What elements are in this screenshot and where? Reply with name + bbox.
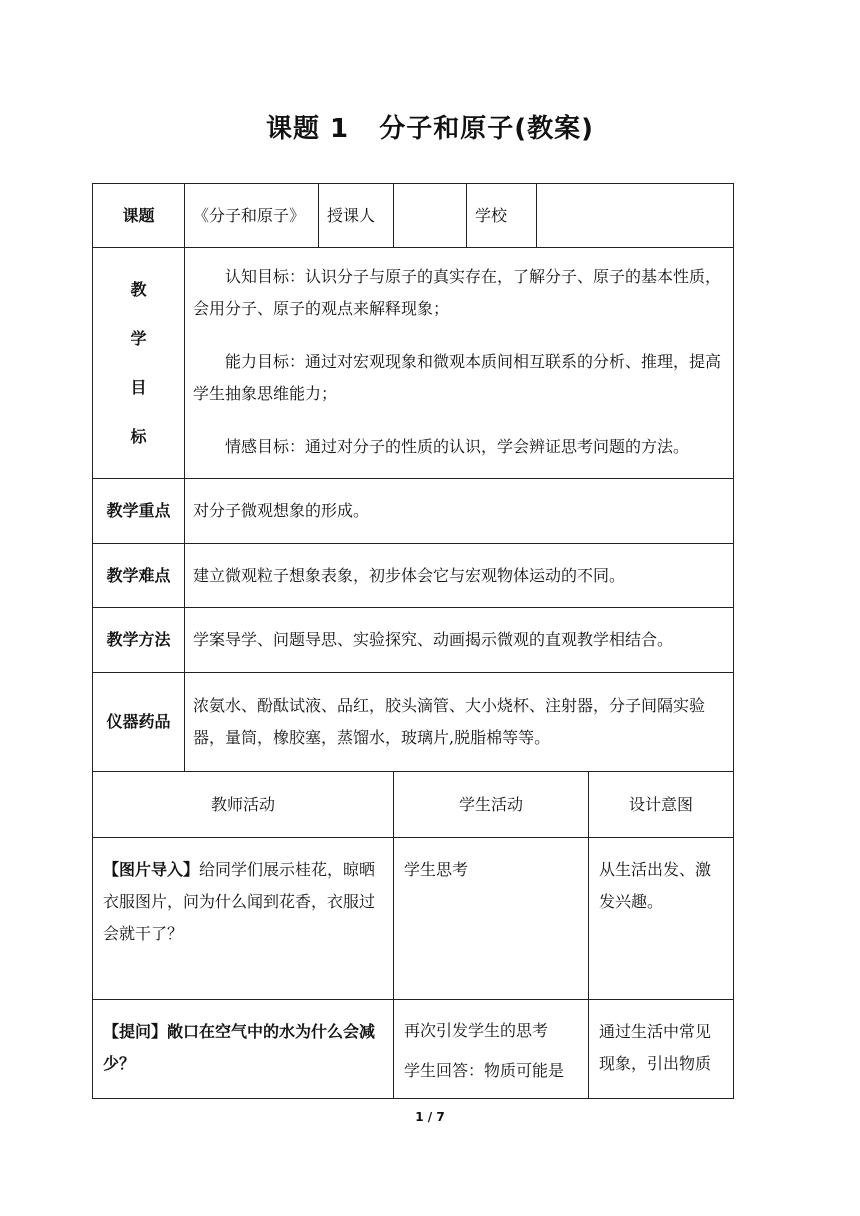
- student-activity-cell: [394, 1000, 589, 1099]
- topic-value: 《分子和原子》: [185, 184, 319, 248]
- difficulty-text: 建立微观粒子想象表象，初步体会它与宏观物体运动的不同。: [185, 544, 734, 608]
- teacher-label: 授课人: [319, 184, 394, 248]
- equipment-label: 仪器药品: [93, 673, 185, 772]
- design-intent-cell: 通过生活中常见现象，引出物质: [589, 1000, 734, 1099]
- method-text: 学案导学、问题导思、实验探究、动画揭示微观的直观教学相结合。: [185, 608, 734, 673]
- difficulty-label: 教学难点: [93, 544, 185, 608]
- student-activity-cell: 学生思考: [394, 838, 589, 1000]
- table-row: [93, 1000, 734, 1099]
- cognitive-objective: 认知目标：认识分子与原子的真实存在，了解分子、原子的基本性质，会用分子、原子的观点来解释现象；: [193, 267, 722, 318]
- teacher-activity-text: 给同学们展示桂花，晾晒衣服图片，问为什么闻到花香，衣服过会就干了？: [103, 860, 376, 943]
- objectives-label-char: 标: [130, 427, 147, 446]
- teacher-activity-cell: [93, 1000, 394, 1099]
- teacher-activity-text: 敞口在空气中的水为什么会减少？: [103, 1022, 376, 1073]
- student-activity-line: 再次引发学生的思考: [404, 1021, 549, 1040]
- design-intent-header: 设计意图: [589, 772, 734, 838]
- difficulty-row: [93, 544, 734, 608]
- activity-tag: 【提问】: [103, 1022, 168, 1041]
- topic-label: 课题: [93, 184, 185, 248]
- teacher-activity-header: 教师活动: [93, 772, 394, 838]
- objectives-label-char: 教: [130, 280, 147, 299]
- teacher-value: [394, 184, 467, 248]
- school-value: [537, 184, 734, 248]
- page-title: 课题 1 分子和原子(教案): [265, 114, 595, 144]
- activity-table: [92, 771, 734, 1099]
- page-number: 1 / 7: [415, 1110, 445, 1124]
- student-activity-header: 学生活动: [394, 772, 589, 838]
- design-intent-cell: 从生活出发、激发兴趣。: [589, 838, 734, 1000]
- equipment-row: [93, 673, 734, 772]
- objectives-label: [93, 248, 185, 479]
- lesson-info-table: [92, 183, 734, 772]
- activity-tag: 【图片导入】: [103, 860, 200, 879]
- student-activity-line: 学生回答：物质可能是: [404, 1061, 565, 1080]
- method-row: [93, 608, 734, 673]
- objectives-label-char: 学: [130, 329, 147, 348]
- method-label: 教学方法: [93, 608, 185, 673]
- equipment-text: 浓氨水、酚酞试液、品红，胶头滴管、大小烧杯、注射器，分子间隔实验器，量筒，橡胶塞，蒸馏水，玻璃片,脱脂棉等等。: [185, 673, 734, 772]
- objectives-label-char: 目: [130, 378, 147, 397]
- key-point-text: 对分子微观想象的形成。: [185, 479, 734, 544]
- topic-row: [93, 184, 734, 248]
- school-label: 学校: [467, 184, 537, 248]
- teacher-activity-cell: [93, 838, 394, 1000]
- key-point-row: [93, 479, 734, 544]
- ability-objective: 能力目标：通过对宏观现象和微观本质间相互联系的分析、推理，提高学生抽象思维能力；: [193, 352, 722, 403]
- objectives-content: [185, 248, 734, 479]
- key-point-label: 教学重点: [93, 479, 185, 544]
- activity-header-row: [93, 772, 734, 838]
- affective-objective: 情感目标：通过对分子的性质的认识，学会辨证思考问题的方法。: [225, 437, 690, 456]
- table-row: [93, 838, 734, 1000]
- objectives-row: [93, 248, 734, 479]
